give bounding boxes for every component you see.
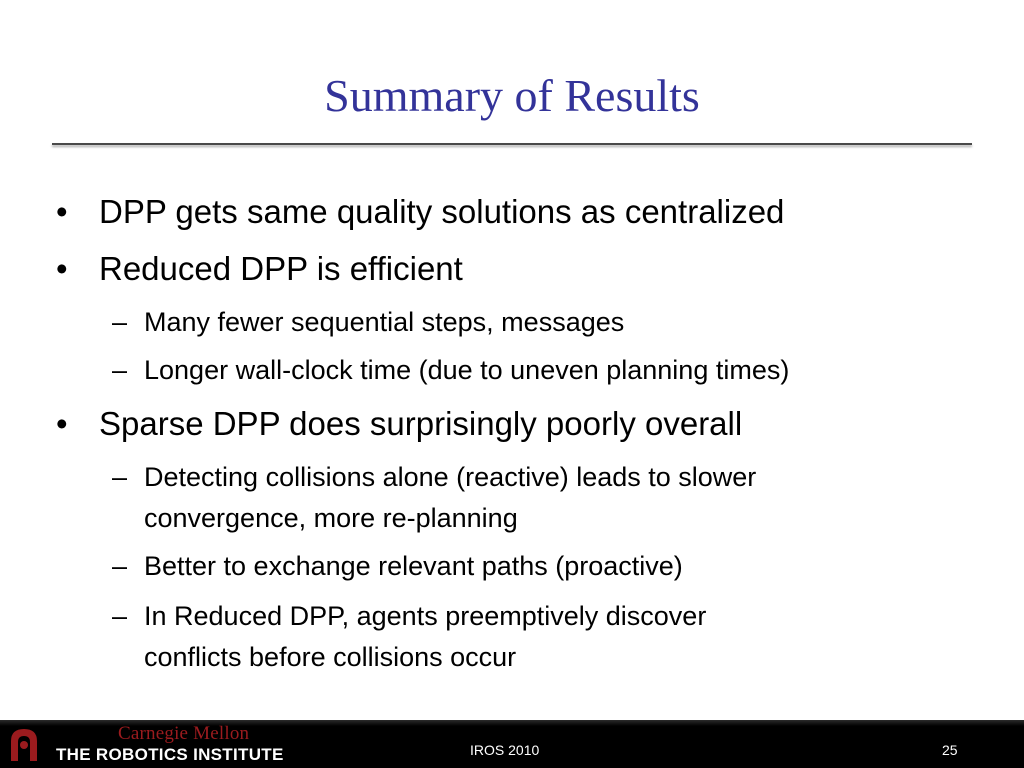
conference-label: IROS 2010: [470, 742, 540, 758]
sub-bullet-text: Longer wall-clock time (due to uneven planning times): [144, 355, 790, 385]
page-number: 25: [942, 742, 958, 758]
sub-bullet-text: Many fewer sequential steps, messages: [144, 307, 625, 337]
sub-bullet-text: Better to exchange relevant paths (proactive): [144, 551, 683, 581]
sub-bullet-marker: –: [112, 601, 128, 631]
sub-bullet-marker: –: [112, 551, 128, 581]
sub-bullet-marker: –: [112, 307, 128, 337]
sub-bullet-text: Detecting collisions alone (reactive) leads to slower convergence, more re-planning: [144, 462, 757, 533]
bullet-text: Reduced DPP is efficient: [99, 250, 463, 287]
bullet-text: DPP gets same quality solutions as centralized: [99, 193, 785, 230]
robotics-institute-logo-icon: [8, 727, 40, 761]
bullet-marker: •: [56, 405, 68, 442]
sub-bullet-marker: –: [112, 462, 128, 492]
bullet-text: Sparse DPP does surprisingly poorly overall: [99, 405, 743, 442]
university-name: Carnegie Mellon: [118, 723, 250, 744]
sub-bullet-text: In Reduced DPP, agents preemptively discover conflicts before collisions occur: [144, 601, 707, 672]
bullet-marker: •: [56, 250, 68, 287]
institute-name: THE ROBOTICS INSTITUTE: [56, 745, 284, 764]
slide-title: Summary of Results: [324, 70, 700, 121]
sub-bullet-marker: –: [112, 355, 128, 385]
bullet-marker: •: [56, 193, 68, 230]
